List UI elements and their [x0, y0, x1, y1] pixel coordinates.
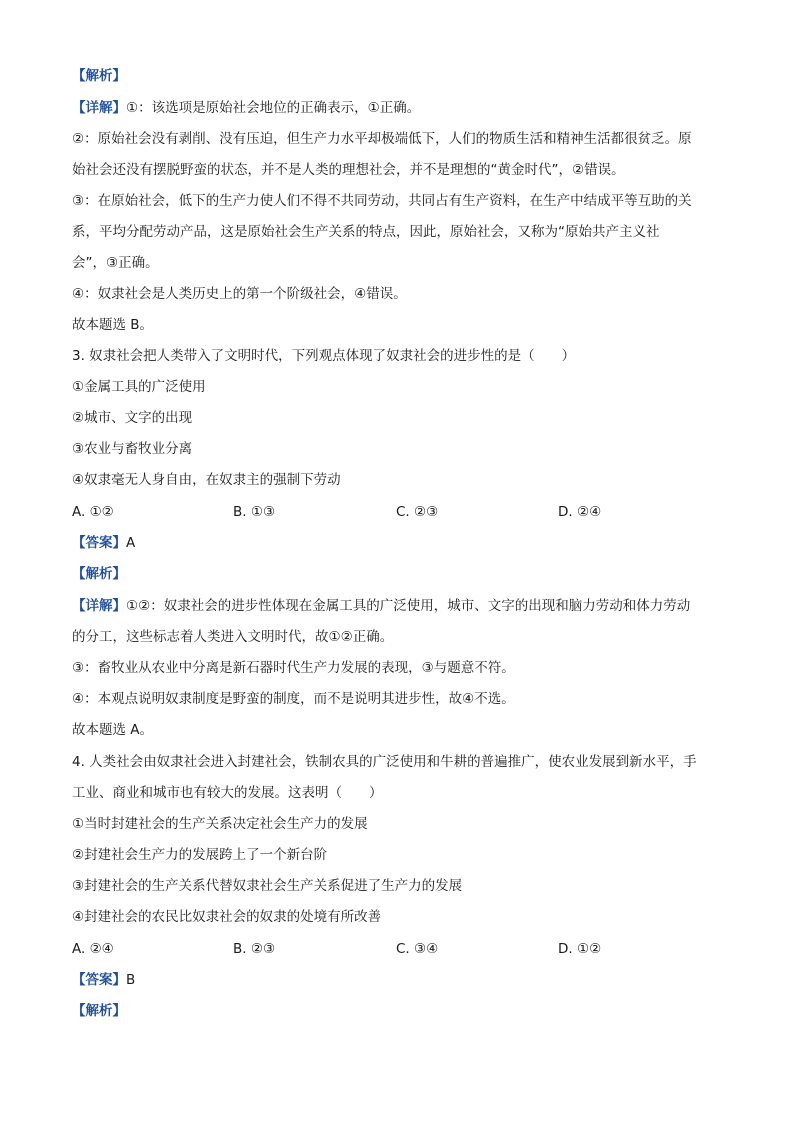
answer-line — [72, 970, 135, 990]
option-b: B. ①③ — [233, 504, 276, 520]
option-c: C. ③④ — [396, 941, 439, 957]
question-item: ③农业与畜牧业分离 — [72, 441, 193, 457]
detail-label: 【详解】 — [72, 100, 126, 116]
analysis-label: 【解析】 — [72, 1003, 126, 1019]
analysis-label: 【解析】 — [72, 68, 126, 84]
answer-value: A — [126, 535, 136, 551]
question-item: ④封建社会的农民比奴隶社会的奴隶的处境有所改善 — [72, 909, 382, 925]
question-item: ③封建社会的生产关系代替奴隶社会生产关系促进了生产力的发展 — [72, 878, 463, 894]
question-stem: 4. 人类社会由奴隶社会进入封建社会，铁制农具的广泛使用和牛耕的普遍推广，使农业发展到新水平，手 — [72, 754, 697, 770]
conclusion: 故本题选 B。 — [72, 317, 154, 333]
paragraph-line: 始社会还没有摆脱野蛮的状态，并不是人类的理想社会，并不是理想的“黄金时代”，②错误。 — [72, 162, 625, 178]
analysis-heading — [72, 66, 126, 86]
answer-label: 【答案】 — [72, 535, 126, 551]
paragraph-line: 会”，③正确。 — [72, 255, 159, 271]
option-b: B. ②③ — [233, 941, 276, 957]
option-d: D. ①② — [558, 941, 602, 957]
question-stem: 3. 奴隶社会把人类带入了文明时代，下列观点体现了奴隶社会的进步性的是（ ） — [72, 348, 576, 364]
question-item: ①当时封建社会的生产关系决定社会生产力的发展 — [72, 816, 368, 832]
paragraph-line: 的分工，这些标志着人类进入文明时代，故①②正确。 — [72, 629, 394, 645]
analysis-heading — [72, 1001, 126, 1021]
option-d: D. ②④ — [558, 504, 602, 520]
conclusion: 故本题选 A。 — [72, 722, 154, 738]
answer-label: 【答案】 — [72, 972, 126, 988]
paragraph-line: ④：奴隶社会是人类历史上的第一个阶级社会，④错误。 — [72, 286, 407, 302]
detail-text: ①：该选项是原始社会地位的正确表示，①正确。 — [126, 100, 421, 116]
detail-label: 【详解】 — [72, 598, 126, 614]
answer-line — [72, 533, 135, 553]
question-item: ②封建社会生产力的发展跨上了一个新台阶 — [72, 847, 328, 863]
option-c: C. ②③ — [396, 504, 439, 520]
option-a: A. ①② — [72, 504, 114, 520]
detail-paragraph — [72, 98, 420, 118]
detail-paragraph — [72, 596, 690, 616]
paragraph-line: ④：本观点说明奴隶制度是野蛮的制度，而不是说明其进步性，故④不选。 — [72, 691, 515, 707]
answer-options — [72, 502, 732, 522]
question-item: ②城市、文字的出现 — [72, 410, 193, 426]
detail-text: ①②：奴隶社会的进步性体现在金属工具的广泛使用，城市、文字的出现和脑力劳动和体力劳动 — [126, 598, 691, 614]
analysis-heading — [72, 564, 126, 584]
paragraph-line: ②：原始社会没有剥削、没有压迫，但生产力水平却极端低下，人们的物质生活和精神生活都很贫乏。原 — [72, 131, 692, 147]
paragraph-line: ③：在原始社会，低下的生产力使人们不得不共同劳动，共同占有生产资料，在生产中结成平等互助的关 — [72, 193, 692, 209]
answer-options — [72, 939, 732, 959]
question-stem: 工业、商业和城市也有较大的发展。这表明（ ） — [72, 785, 383, 801]
paragraph-line: ③：畜牧业从农业中分离是新石器时代生产力发展的表现，③与题意不符。 — [72, 660, 515, 676]
answer-value: B — [126, 972, 136, 988]
question-item: ④奴隶毫无人身自由，在奴隶主的强制下劳动 — [72, 472, 341, 488]
paragraph-line: 系，平均分配劳动产品，这是原始社会生产关系的特点，因此，原始社会，又称为“原始共产主义社 — [72, 224, 660, 240]
question-item: ①金属工具的广泛使用 — [72, 379, 206, 395]
option-a: A. ②④ — [72, 941, 114, 957]
analysis-label: 【解析】 — [72, 566, 126, 582]
